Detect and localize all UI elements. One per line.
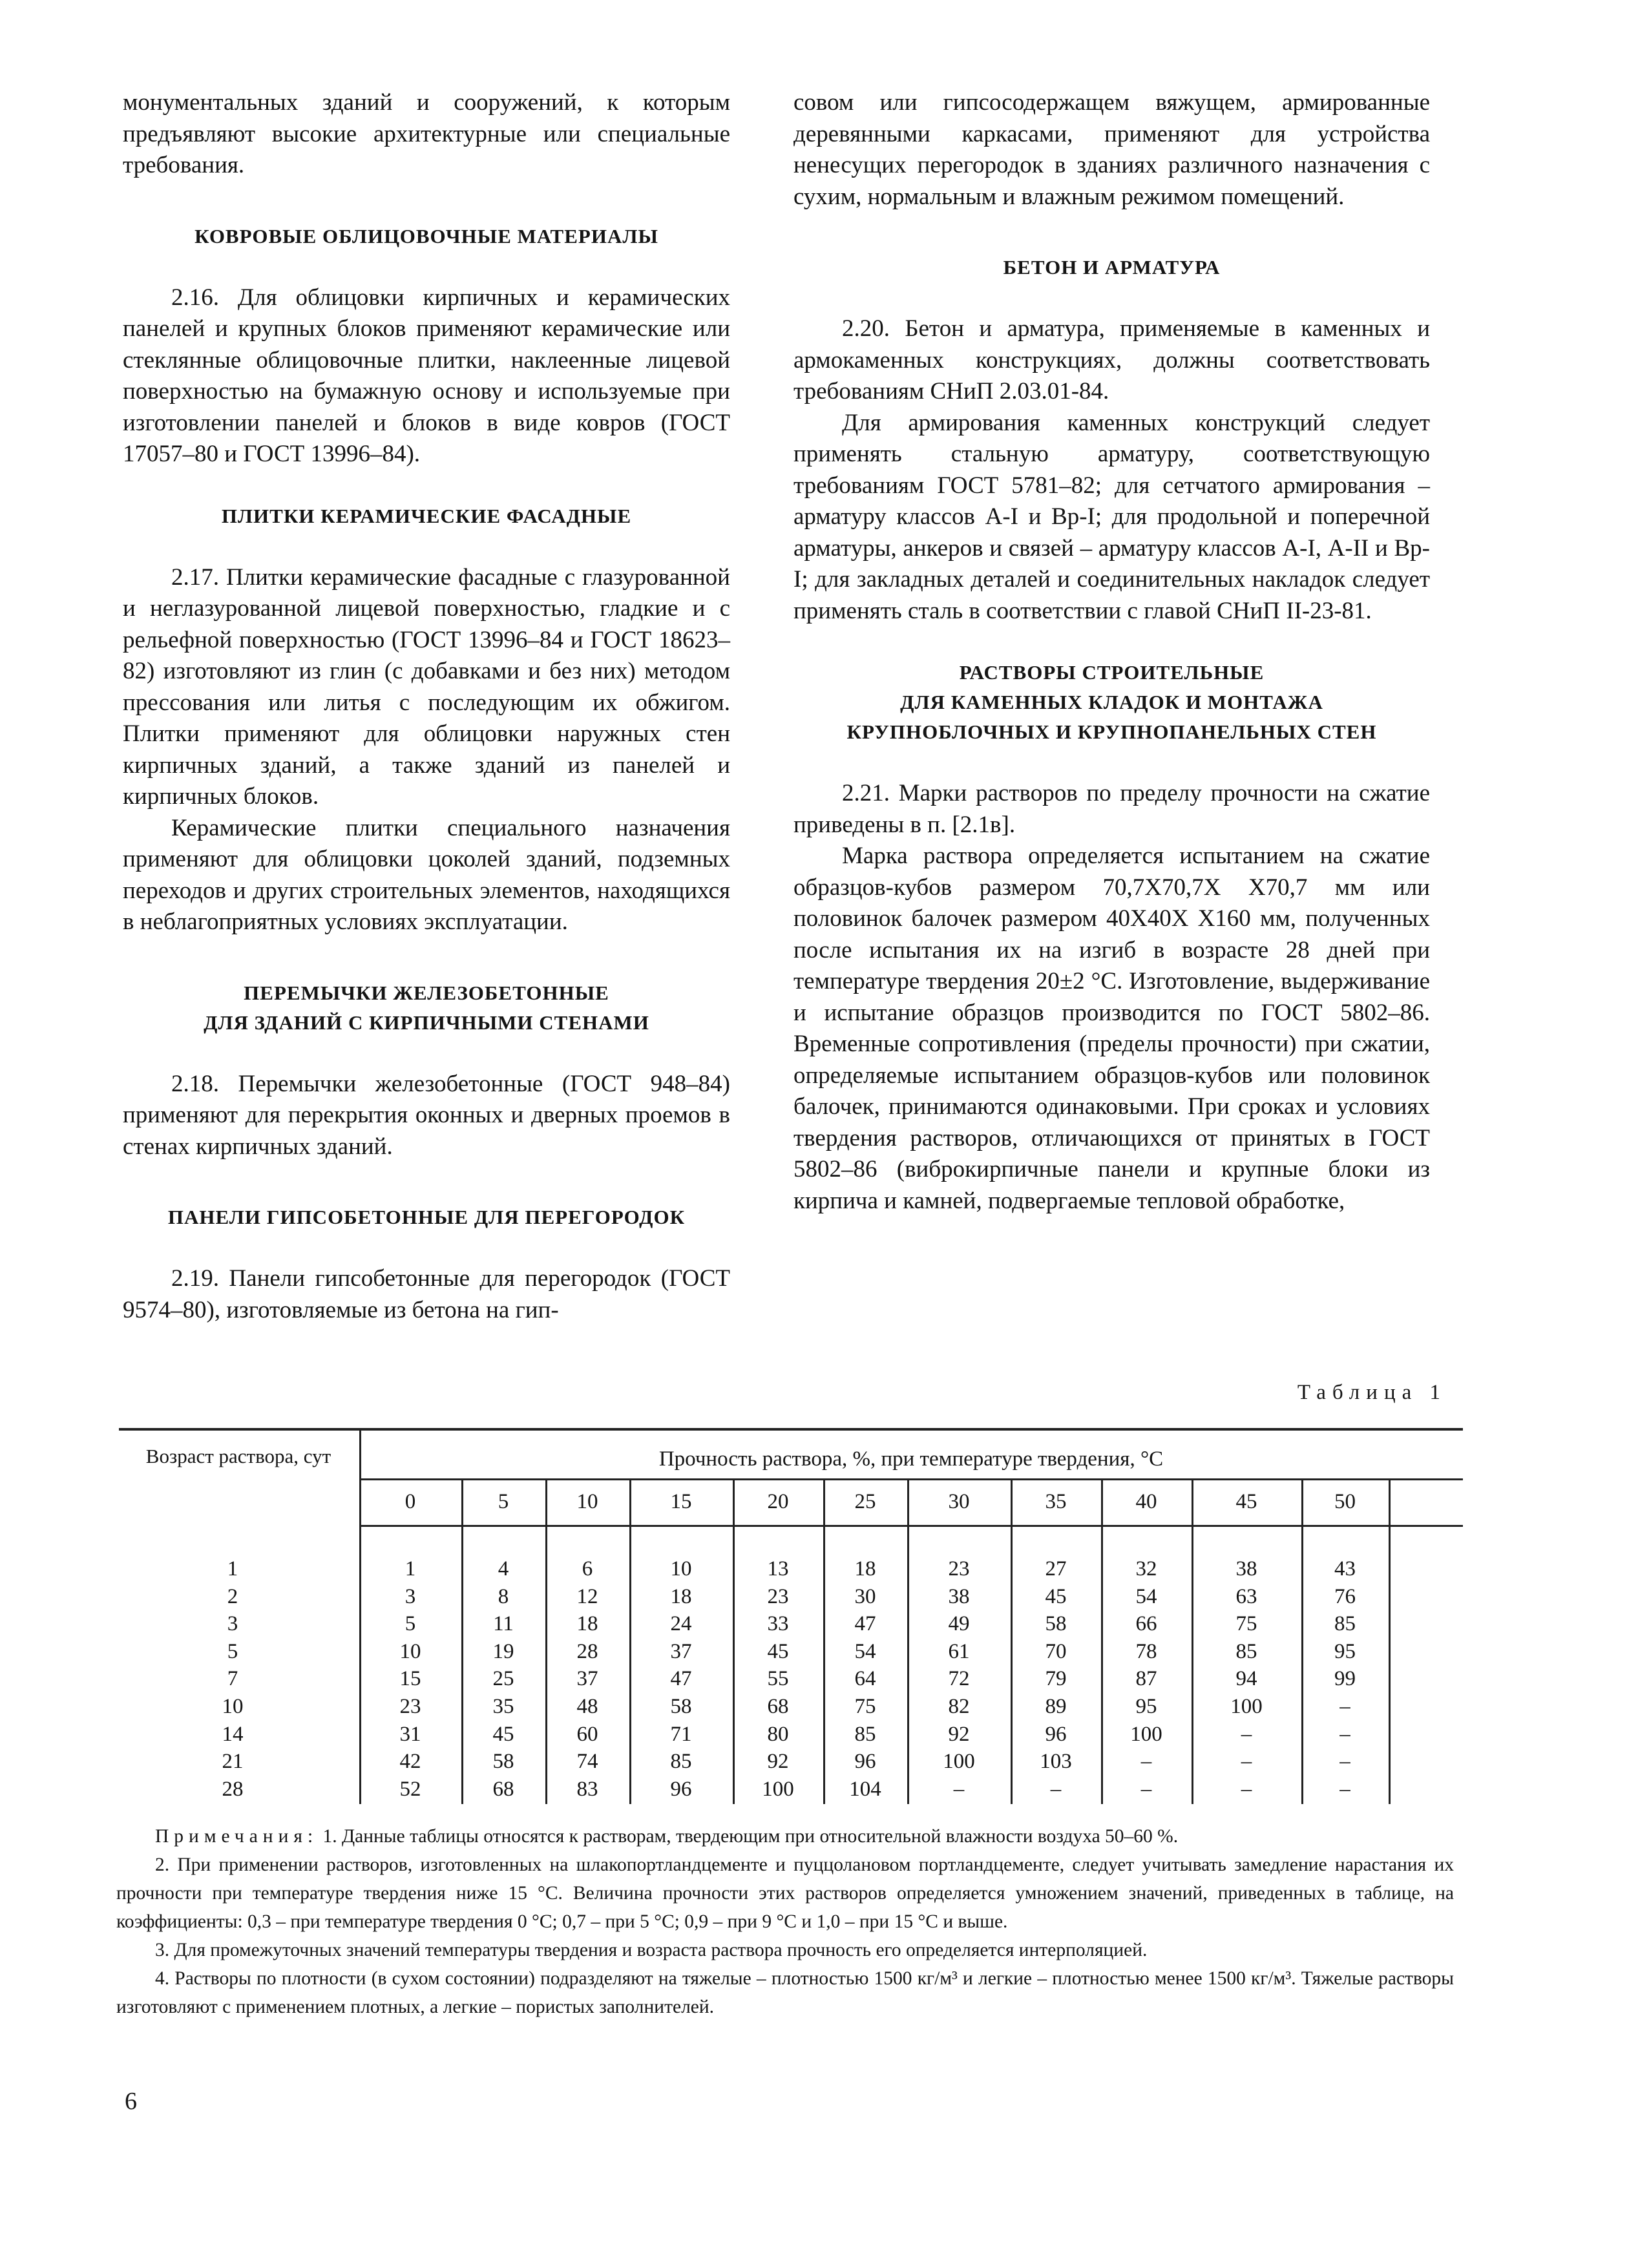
table-value-cell: 45 — [1045, 1584, 1067, 1608]
table-value-cell: 48 — [576, 1695, 598, 1718]
table-value-cell: 71 — [670, 1722, 692, 1746]
table-value-cell: 18 — [854, 1557, 876, 1580]
table-value-cell: 43 — [1334, 1557, 1356, 1580]
table-value-cell: 58 — [670, 1695, 692, 1718]
table-age-cell: 2 — [227, 1584, 238, 1608]
table-value-cell: 13 — [767, 1557, 789, 1580]
notes-label: Примечания: — [155, 1826, 319, 1847]
table-strength-header: Прочность раствора, %, при температуре твердения, °С — [658, 1447, 1164, 1471]
heading-concrete-reinforcement: БЕТОН И АРМАТУРА — [1003, 256, 1221, 278]
table-value-cell: 38 — [1235, 1557, 1257, 1580]
table-value-cell: 70 — [1045, 1639, 1067, 1663]
table-value-cell: 96 — [670, 1777, 692, 1801]
heading-mortars-line2: ДЛЯ КАМЕННЫХ КЛАДОК И МОНТАЖА — [900, 691, 1323, 713]
paragraph-2-17-special: Керамические плитки специального назначения применяют для облицовки цоколей зданий, подземных переходов и других строительных элементов, находящихся в неблагоприятных условиях эксплуатации. — [123, 814, 730, 935]
temp-header-cell: 5 — [498, 1490, 509, 1513]
table-age-cell: 5 — [227, 1639, 238, 1663]
temp-header-cell: 0 — [404, 1490, 416, 1513]
table-value-cell: 35 — [492, 1695, 514, 1718]
paragraph-2-18: 2.18. Перемычки железобетонные (ГОСТ 948–84) применяют для перекрытия оконных и дверных проемов в стенах кирпичных зданий. — [123, 1070, 730, 1160]
intro-paragraph: монументальных зданий и сооружений, к которым предъявляют высокие архитектурные или специальные требования. — [123, 89, 730, 178]
table-value-cell: – — [1241, 1722, 1252, 1746]
table-value-cell: 74 — [576, 1750, 598, 1774]
temp-header-cell: 30 — [948, 1490, 970, 1513]
table-value-cell: 60 — [576, 1722, 598, 1746]
table-notes — [116, 1822, 1454, 2021]
left-column — [123, 87, 730, 1326]
table-value-cell: 85 — [854, 1722, 876, 1746]
table-value-cell: 32 — [1135, 1557, 1157, 1580]
table-value-cell: 96 — [1045, 1722, 1067, 1746]
table-value-cell: – — [1050, 1777, 1062, 1801]
page-number: 6 — [125, 2088, 137, 2115]
note-4: 4. Растворы по плотности (в сухом состоянии) подразделяют на тяжелые – плотностью 1500 кг/м³ и легкие – плотностью менее 1500 кг/м³. Тяжелые растворы изготовляют с применением плотных, а легкие – пористых заполнителей. — [116, 1968, 1454, 2017]
heading-ceramic-tiles: ПЛИТКИ КЕРАМИЧЕСКИЕ ФАСАДНЫЕ — [221, 504, 632, 527]
table-top-rule — [119, 1428, 1463, 1431]
table-value-cell: 75 — [1235, 1612, 1257, 1636]
table-value-cell: 83 — [576, 1777, 598, 1801]
temp-header-cell: 20 — [767, 1490, 789, 1513]
table-value-cell: 85 — [670, 1750, 692, 1774]
table-value-cell: 100 — [1130, 1722, 1162, 1746]
note-2: 2. При применении растворов, изготовленных на шлакопортландцементе и пуццолановом портландцементе, следует учитывать замедление нарастания их прочности при температуре твердения ниже 15 °С. Величина прочности этих растворов определяется умножением значений, приведенных в таблице, на коэффициенты: 0,3 – при температуре твердения 0 °С; 0,7 – при 5 °С; 0,9 – при 9 °С и 1,0 – при 15 °С и выше. — [116, 1854, 1454, 1932]
table-value-cell: 1 — [404, 1557, 416, 1580]
table-value-cell: 85 — [1334, 1612, 1356, 1636]
table-value-cell: 95 — [1135, 1695, 1157, 1718]
paragraph-2-19-continued: совом или гипсосодержащем вяжущем, армированные деревянными каркасами, применяют для устройства ненесущих перегородок в зданиях различного назначения с сухим, нормальным и влажным режимом помещений. — [793, 89, 1430, 210]
table-age-cell: 14 — [222, 1722, 244, 1746]
table-value-cell: 85 — [1235, 1639, 1257, 1663]
table-value-cell: 25 — [492, 1667, 514, 1691]
heading-mortars-line1: РАСТВОРЫ СТРОИТЕЛЬНЫЕ — [959, 661, 1265, 684]
table-value-cell: 54 — [1135, 1584, 1157, 1608]
table-value-cell: 100 — [943, 1750, 975, 1774]
heading-carpet-materials: КОВРОВЫЕ ОБЛИЦОВОЧНЫЕ МАТЕРИАЛЫ — [194, 224, 658, 247]
table-age-cell: 28 — [222, 1777, 244, 1801]
table-age-cell: 3 — [227, 1612, 238, 1636]
table-value-cell: 76 — [1334, 1584, 1356, 1608]
table-value-cell: – — [953, 1777, 965, 1801]
table-value-cell: 23 — [948, 1557, 970, 1580]
table-age-cell: 21 — [222, 1750, 244, 1774]
table-value-cell: 68 — [767, 1695, 789, 1718]
table-value-cell: 3 — [404, 1584, 416, 1608]
table-value-cell: 92 — [948, 1722, 970, 1746]
temp-header-cell: 35 — [1045, 1490, 1067, 1513]
table-value-cell: 45 — [767, 1639, 789, 1663]
table-age-cell: 7 — [227, 1667, 238, 1691]
table-value-cell: 58 — [492, 1750, 514, 1774]
temp-header-cell: 10 — [576, 1490, 598, 1513]
table-value-cell: – — [1140, 1750, 1152, 1774]
table-value-cell: 23 — [767, 1584, 789, 1608]
table-value-cell: 100 — [762, 1777, 794, 1801]
temp-header-cell: 15 — [670, 1490, 692, 1513]
table-value-cell: – — [1241, 1750, 1252, 1774]
table-value-cell: 63 — [1235, 1584, 1257, 1608]
table-value-cell: – — [1339, 1777, 1350, 1801]
table-value-cell: 47 — [854, 1612, 876, 1636]
table-value-cell: 18 — [576, 1612, 598, 1636]
table-value-cell: 37 — [576, 1667, 598, 1691]
note-1 — [155, 1822, 1454, 1851]
table-value-cell: 103 — [1040, 1750, 1072, 1774]
heading-gypsum-panels: ПАНЕЛИ ГИПСОБЕТОННЫЕ ДЛЯ ПЕРЕГОРОДОК — [167, 1206, 686, 1228]
table-value-cell: 68 — [492, 1777, 514, 1801]
table-value-cell: 11 — [493, 1612, 514, 1636]
table-value-cell: – — [1339, 1722, 1350, 1746]
table-value-cell: 96 — [854, 1750, 876, 1774]
paragraph-2-17: 2.17. Плитки керамические фасадные с глазурованной и неглазурованной лицевой поверхностью, гладкие и с рельефной поверхностью (ГОСТ 13996–84 и ГОСТ 18623–82) изготовляют из глин (с добавками и без них) методом прессования или литья с последующим их обжигом. Плитки применяют для облицовки наружных стен кирпичных зданий, а также зданий из панелей и кирпичных блоков. — [123, 563, 730, 810]
table-value-cell: 58 — [1045, 1612, 1067, 1636]
table-column-divider — [1389, 1478, 1391, 1804]
paragraph-2-20: 2.20. Бетон и арматура, применяемые в каменных и армокаменных конструкциях, должны соответствовать требованиям СНиП 2.03.01-84. — [793, 315, 1430, 404]
table-value-cell: 99 — [1334, 1667, 1356, 1691]
table-value-cell: 54 — [854, 1639, 876, 1663]
table-value-cell: 95 — [1334, 1639, 1356, 1663]
heading-lintels-line2: ДЛЯ ЗДАНИЙ С КИРПИЧНЫМИ СТЕНАМИ — [204, 1011, 649, 1034]
table-value-cell: 28 — [576, 1639, 598, 1663]
table-value-cell: 47 — [670, 1667, 692, 1691]
table-value-cell: 23 — [399, 1695, 421, 1718]
table-age-cell: 1 — [227, 1557, 238, 1580]
table-value-cell: 42 — [399, 1750, 421, 1774]
table-value-cell: 10 — [670, 1557, 692, 1580]
paragraph-2-21-grade: Марка раствора определяется испытанием на сжатие образцов-кубов размером 70,7Х70,7Х Х70,7 мм или половинок балочек размером 40Х40Х Х160 мм, полученных после испытания их на изгиб в возрасте 28 дней при температуре твердения 20±2 °С. Изготовление, выдерживание и испытание образцов производится по ГОСТ 5802–86. Временные сопротивления (пределы прочности) при сжатии, определяемые испытанием образцов-кубов или половинок балочек, принимаются одинаковыми. При сроках и условиях твердения растворов, отличающихся от принятых в ГОСТ 5802–86 (виброкирпичные панели и крупные блоки из кирпича и камней, подвергаемые тепловой обработке, — [793, 843, 1430, 1214]
table-value-cell: 15 — [399, 1667, 421, 1691]
table-value-cell: – — [1339, 1695, 1350, 1718]
paragraph-2-16: 2.16. Для облицовки кирпичных и керамических панелей и крупных блоков применяют керамические или стеклянные облицовочные плитки, наклеенные лицевой поверхностью на бумажную основу и используемые при изготовлении панелей и блоков в виде ковров (ГОСТ 17057–80 и ГОСТ 13996–84). — [123, 284, 730, 467]
table-value-cell: 100 — [1230, 1695, 1263, 1718]
table-value-cell: 30 — [854, 1584, 876, 1608]
table-value-cell: 92 — [767, 1750, 789, 1774]
table-value-cell: 10 — [399, 1639, 421, 1663]
table-age-cell: 10 — [222, 1695, 244, 1718]
table-value-cell: – — [1241, 1777, 1252, 1801]
table-value-cell: 82 — [948, 1695, 970, 1718]
table-value-cell: 94 — [1235, 1667, 1257, 1691]
temp-header-cell: 25 — [854, 1490, 876, 1513]
table-value-cell: 66 — [1135, 1612, 1157, 1636]
table-value-cell: 61 — [948, 1639, 970, 1663]
table-value-cell: 78 — [1135, 1639, 1157, 1663]
strength-table — [119, 1428, 1463, 1803]
table-value-cell: 33 — [767, 1612, 789, 1636]
table-value-cell: 72 — [948, 1667, 970, 1691]
table-header-rule — [359, 1478, 1463, 1480]
table-value-cell: 89 — [1045, 1695, 1067, 1718]
paragraph-2-21: 2.21. Марки растворов по пределу прочности на сжатие приведены в п. [2.1в]. — [793, 780, 1430, 838]
table-value-cell: 6 — [582, 1557, 593, 1580]
table-value-cell: 52 — [399, 1777, 421, 1801]
table-value-cell: 55 — [767, 1667, 789, 1691]
table-value-cell: 8 — [498, 1584, 509, 1608]
table-value-cell: 18 — [670, 1584, 692, 1608]
heading-lintels-line1: ПЕРЕМЫЧКИ ЖЕЛЕЗОБЕТОННЫЕ — [244, 981, 609, 1004]
table-temp-rule — [359, 1525, 1463, 1527]
paragraph-2-19: 2.19. Панели гипсобетонные для перегородок (ГОСТ 9574–80), изготовляемые из бетона на гип- — [123, 1265, 730, 1323]
paragraph-2-20-reinforcement: Для армирования каменных конструкций следует применять стальную арматуру, соответствующую требованиям ГОСТ 5781–82; для сетчатого армирования – арматуру классов А-I и Вр-I; для продольной и поперечной арматуры, анкеров и связей – арматуру классов А-I, А-II и Вр-I; для закладных деталей и соединительных накладок следует применять сталь в соответствии с главой СНиП II-23-81. — [793, 409, 1430, 624]
table-value-cell: 27 — [1045, 1557, 1067, 1580]
table-value-cell: 64 — [854, 1667, 876, 1691]
heading-mortars-line3: КРУПНОБЛОЧНЫХ И КРУПНОПАНЕЛЬНЫХ СТЕН — [846, 720, 1377, 743]
table-value-cell: 12 — [576, 1584, 598, 1608]
table-value-cell: 37 — [670, 1639, 692, 1663]
table-value-cell: – — [1140, 1777, 1152, 1801]
table-value-cell: 49 — [948, 1612, 970, 1636]
table-age-header: Возраст раствора, сут — [145, 1445, 331, 1467]
table-value-cell: 80 — [767, 1722, 789, 1746]
table-value-cell: 5 — [404, 1612, 416, 1636]
table-value-cell: 31 — [399, 1722, 421, 1746]
temp-header-cell: 40 — [1135, 1490, 1157, 1513]
table-value-cell: 75 — [854, 1695, 876, 1718]
table-value-cell: 4 — [498, 1557, 509, 1580]
table-value-cell: 104 — [849, 1777, 881, 1801]
table-value-cell: 38 — [948, 1584, 970, 1608]
table-value-cell: 87 — [1135, 1667, 1157, 1691]
table-value-cell: 79 — [1045, 1667, 1067, 1691]
table-caption: Таблица 1 — [1297, 1381, 1447, 1404]
note-1-text: 1. Данные таблицы относятся к растворам, твердеющим при относительной влажности воздуха 50–60 %. — [322, 1826, 1179, 1847]
right-column — [793, 87, 1430, 1217]
note-3: 3. Для промежуточных значений температуры твердения и возраста раствора прочность его определяется интерполяцией. — [155, 1940, 1148, 1960]
temp-header-cell: 50 — [1334, 1490, 1356, 1513]
temp-header-cell: 45 — [1235, 1490, 1257, 1513]
table-value-cell: – — [1339, 1750, 1350, 1774]
table-value-cell: 19 — [492, 1639, 514, 1663]
table-value-cell: 45 — [492, 1722, 514, 1746]
table-value-cell: 24 — [670, 1612, 692, 1636]
